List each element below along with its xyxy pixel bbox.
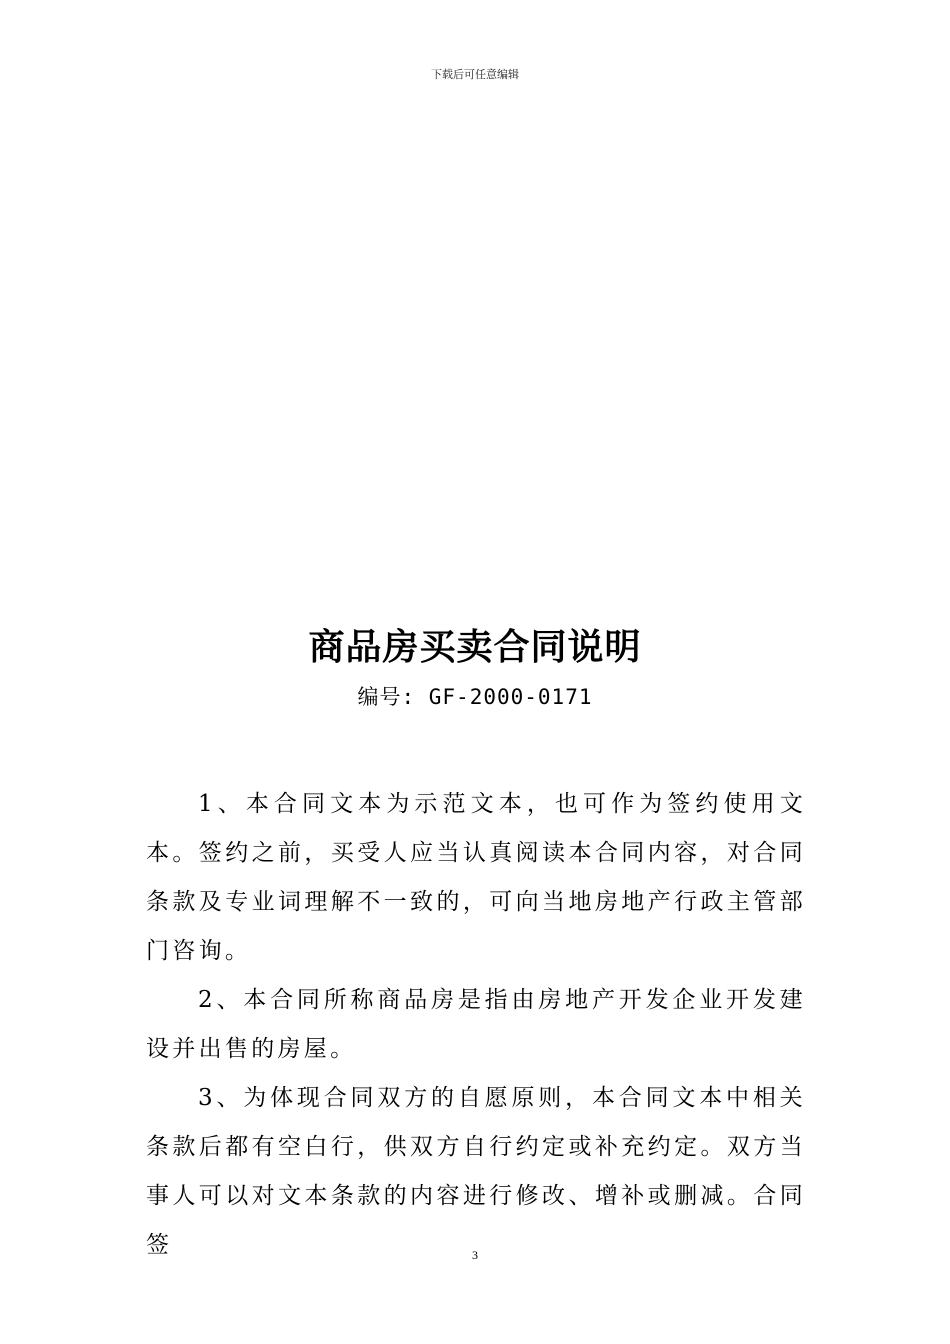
page-number: 3: [472, 1248, 478, 1262]
paragraph-1: 1、本合同文本为示范文本，也可作为签约使用文本。签约之前，买受人应当认真阅读本合同内容，对合同条款及专业词理解不一致的，可向当地房地产行政主管部门咨询。: [146, 791, 806, 964]
paragraph-3: 3、为体现合同双方的自愿原则，本合同文本中相关条款后都有空白行，供双方自行约定或补充约定。双方当事人可以对文本条款的内容进行修改、增补或删减。合同签: [146, 1085, 806, 1258]
document-title: 商品房买卖合同说明: [308, 627, 642, 668]
header-note: 下载后可任意编辑: [431, 68, 519, 81]
document-body: [146, 780, 806, 1270]
paragraph-2: 2、本合同所称商品房是指由房地产开发企业开发建设并出售的房屋。: [146, 987, 806, 1062]
document-number: 编号: GF-2000-0171: [357, 685, 593, 709]
